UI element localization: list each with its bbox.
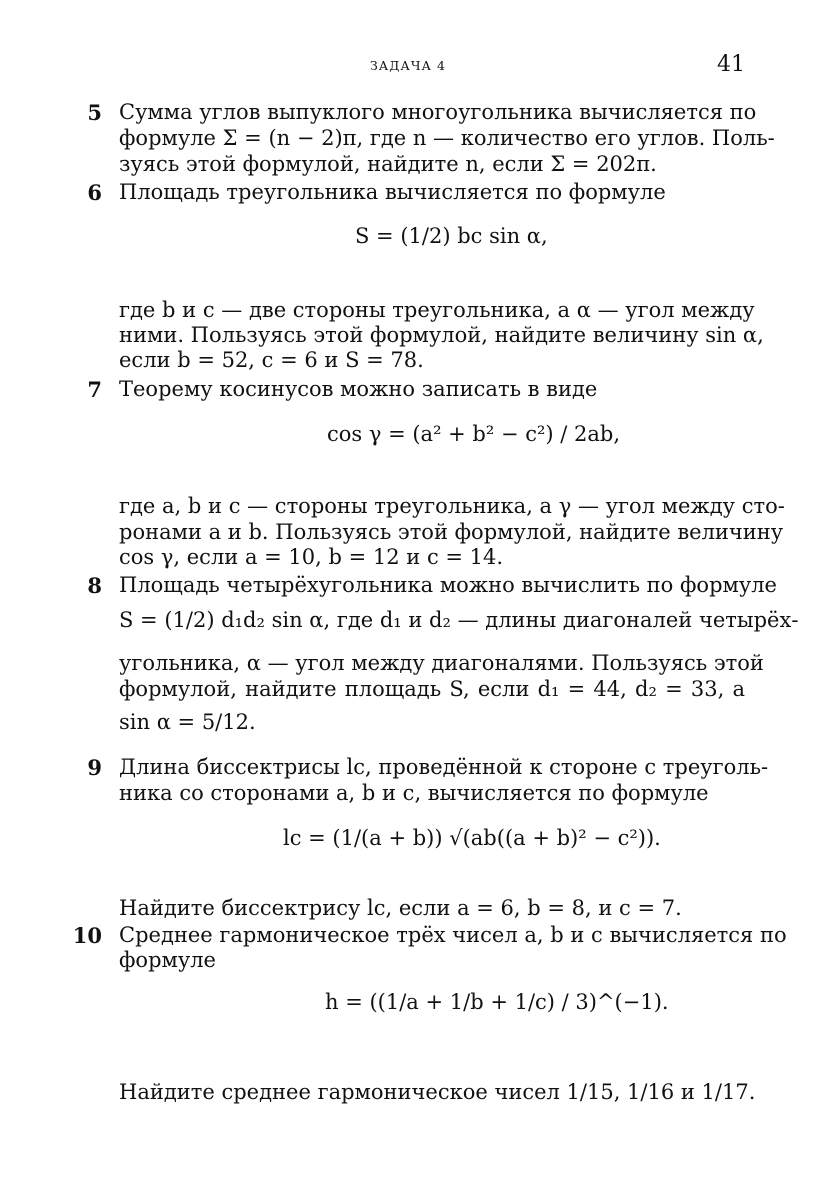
problem-9-line-2: ника со сторонами a, b и c, вычисляется по формуле (119, 781, 709, 805)
problem-6-line-1: где b и c — две стороны треугольника, а α — угол между (119, 298, 755, 322)
problem-9-after: Найдите биссектрису lc, если a = 6, b = 8, и c = 7. (119, 896, 682, 920)
problem-5-line-2: формуле Σ = (n − 2)π, где n — количество его углов. Поль- (119, 126, 775, 150)
problem-8-line-1: Площадь четырёхугольника можно вычислить по формуле (119, 573, 777, 597)
problem-10-formula: h = ((1/a + 1/b + 1/c) / 3)^(−1). (325, 990, 669, 1014)
problem-8-line-2: S = (1/2) d₁d₂ sin α, где d₁ и d₂ — длины диагоналей четырёх- (119, 608, 799, 632)
problem-10-after: Найдите среднее гармоническое чисел 1/15, 1/16 и 1/17. (119, 1080, 756, 1104)
problem-6-number: 6 (87, 180, 102, 205)
running-title: ЗАДАЧА 4 (370, 58, 446, 73)
problem-9-line-1: Длина биссектрисы lc, проведённой к стороне c треуголь- (119, 755, 769, 779)
problem-10-line-2: формуле (119, 948, 216, 972)
problem-8-line-3: угольника, α — угол между диагоналями. Пользуясь этой (119, 651, 764, 675)
problem-7-line-3: cos γ, если a = 10, b = 12 и c = 14. (119, 545, 504, 569)
problem-7-line-1: где a, b и c — стороны треугольника, а γ — угол между сто- (119, 494, 785, 518)
problem-5-number: 5 (87, 100, 102, 125)
page-number: 41 (717, 52, 745, 77)
problem-6-intro: Площадь треугольника вычисляется по формуле (119, 180, 666, 204)
problem-7-intro: Теорему косинусов можно записать в виде (119, 377, 598, 401)
problem-6-line-3: если b = 52, c = 6 и S = 78. (119, 348, 424, 372)
problem-8-number: 8 (87, 573, 102, 598)
problem-8-line-4: формулой, найдите площадь S, если d₁ = 44, d₂ = 33, а (119, 677, 745, 701)
problem-5-line-1: Сумма углов выпуклого многоугольника вычисляется по (119, 100, 757, 124)
problem-6-formula: S = (1/2) bc sin α, (355, 224, 548, 248)
problem-8-line-5: sin α = 5/12. (119, 710, 256, 734)
problem-7-number: 7 (87, 377, 102, 402)
problem-7-line-2: ронами a и b. Пользуясь этой формулой, найдите величину (119, 520, 784, 544)
problem-6-line-2: ними. Пользуясь этой формулой, найдите величину sin α, (119, 323, 764, 347)
problem-5-line-3: зуясь этой формулой, найдите n, если Σ = 202π. (119, 152, 657, 176)
problem-7-formula: cos γ = (a² + b² − c²) / 2ab, (327, 422, 621, 446)
problem-9-number: 9 (87, 755, 102, 780)
problem-10-line-1: Среднее гармоническое трёх чисел a, b и c вычисляется по (119, 923, 787, 947)
problem-9-formula: lc = (1/(a + b)) √(ab((a + b)² − c²)). (283, 826, 661, 850)
problem-10-number: 10 (72, 923, 102, 948)
